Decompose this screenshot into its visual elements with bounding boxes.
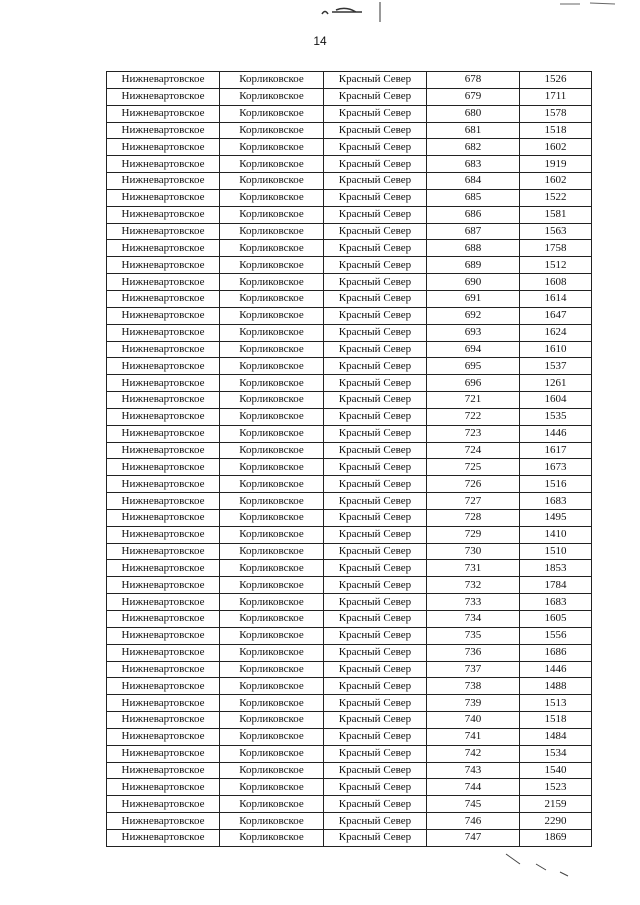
area-cell: Красный Север: [324, 257, 427, 274]
area-cell: Красный Север: [324, 341, 427, 358]
number-cell: 729: [427, 526, 520, 543]
deposit-cell: Нижневартовское: [107, 122, 220, 139]
number-cell: 690: [427, 274, 520, 291]
field-cell: Корликовское: [220, 392, 324, 409]
field-cell: Корликовское: [220, 829, 324, 846]
deposit-cell: Нижневартовское: [107, 543, 220, 560]
deposit-cell: Нижневартовское: [107, 560, 220, 577]
number-cell: 728: [427, 509, 520, 526]
field-cell: Корликовское: [220, 695, 324, 712]
deposit-cell: Нижневартовское: [107, 678, 220, 695]
field-cell: Корликовское: [220, 290, 324, 307]
scan-artifact-top: [318, 2, 388, 27]
value-cell: 1261: [520, 375, 592, 392]
area-cell: Красный Север: [324, 627, 427, 644]
deposit-cell: Нижневартовское: [107, 88, 220, 105]
table-row: [107, 678, 592, 695]
field-cell: Корликовское: [220, 105, 324, 122]
area-cell: Красный Север: [324, 745, 427, 762]
value-cell: 1535: [520, 408, 592, 425]
field-cell: Корликовское: [220, 577, 324, 594]
deposit-cell: Нижневартовское: [107, 594, 220, 611]
area-cell: Красный Север: [324, 139, 427, 156]
value-cell: 1540: [520, 762, 592, 779]
table-row: [107, 425, 592, 442]
deposit-cell: Нижневартовское: [107, 425, 220, 442]
table-row: [107, 223, 592, 240]
deposit-cell: Нижневартовское: [107, 324, 220, 341]
table-row: [107, 594, 592, 611]
value-cell: 1602: [520, 139, 592, 156]
deposit-cell: Нижневартовское: [107, 105, 220, 122]
deposit-cell: Нижневартовское: [107, 274, 220, 291]
area-cell: Красный Север: [324, 779, 427, 796]
page-number: 14: [313, 34, 327, 48]
number-cell: 727: [427, 493, 520, 510]
value-cell: 1556: [520, 627, 592, 644]
area-cell: Красный Север: [324, 509, 427, 526]
value-cell: 1523: [520, 779, 592, 796]
number-cell: 682: [427, 139, 520, 156]
field-cell: Корликовское: [220, 493, 324, 510]
table-row: [107, 762, 592, 779]
deposit-cell: Нижневартовское: [107, 728, 220, 745]
area-cell: Красный Север: [324, 425, 427, 442]
field-cell: Корликовское: [220, 240, 324, 257]
table-row: [107, 543, 592, 560]
number-cell: 680: [427, 105, 520, 122]
area-cell: Красный Север: [324, 611, 427, 628]
number-cell: 738: [427, 678, 520, 695]
value-cell: 1758: [520, 240, 592, 257]
value-cell: 1518: [520, 712, 592, 729]
area-cell: Красный Север: [324, 594, 427, 611]
field-cell: Корликовское: [220, 173, 324, 190]
number-cell: 721: [427, 392, 520, 409]
value-cell: 2290: [520, 813, 592, 830]
table-row: [107, 829, 592, 846]
value-cell: 1624: [520, 324, 592, 341]
deposit-cell: Нижневартовское: [107, 661, 220, 678]
field-cell: Корликовское: [220, 425, 324, 442]
table-row: [107, 189, 592, 206]
number-cell: 737: [427, 661, 520, 678]
area-cell: Красный Север: [324, 762, 427, 779]
field-cell: Корликовское: [220, 139, 324, 156]
number-cell: 735: [427, 627, 520, 644]
scan-artifact-right: [560, 0, 620, 13]
area-cell: Красный Север: [324, 695, 427, 712]
field-cell: Корликовское: [220, 274, 324, 291]
area-cell: Красный Север: [324, 122, 427, 139]
area-cell: Красный Север: [324, 358, 427, 375]
field-cell: Корликовское: [220, 459, 324, 476]
value-cell: 1686: [520, 644, 592, 661]
area-cell: Красный Север: [324, 459, 427, 476]
field-cell: Корликовское: [220, 509, 324, 526]
area-cell: Красный Север: [324, 307, 427, 324]
area-cell: Красный Север: [324, 678, 427, 695]
table-row: [107, 796, 592, 813]
table-row: [107, 644, 592, 661]
field-cell: Корликовское: [220, 678, 324, 695]
value-cell: 1488: [520, 678, 592, 695]
deposit-cell: Нижневартовское: [107, 206, 220, 223]
table-row: [107, 307, 592, 324]
value-cell: 1673: [520, 459, 592, 476]
field-cell: Корликовское: [220, 560, 324, 577]
number-cell: 739: [427, 695, 520, 712]
number-cell: 725: [427, 459, 520, 476]
deposit-cell: Нижневартовское: [107, 476, 220, 493]
number-cell: 687: [427, 223, 520, 240]
field-cell: Корликовское: [220, 813, 324, 830]
number-cell: 691: [427, 290, 520, 307]
number-cell: 736: [427, 644, 520, 661]
deposit-cell: Нижневартовское: [107, 577, 220, 594]
value-cell: 1518: [520, 122, 592, 139]
scan-smudge-icon: [500, 850, 580, 880]
number-cell: 678: [427, 72, 520, 89]
deposit-cell: Нижневартовское: [107, 762, 220, 779]
value-cell: 1614: [520, 290, 592, 307]
area-cell: Красный Север: [324, 493, 427, 510]
deposit-cell: Нижневартовское: [107, 813, 220, 830]
table-row: [107, 156, 592, 173]
scan-artifact-bottom: [500, 850, 580, 883]
table-row: [107, 442, 592, 459]
value-cell: 1537: [520, 358, 592, 375]
value-cell: 1683: [520, 493, 592, 510]
value-cell: 1602: [520, 173, 592, 190]
area-cell: Красный Север: [324, 796, 427, 813]
field-cell: Корликовское: [220, 189, 324, 206]
number-cell: 745: [427, 796, 520, 813]
area-cell: Красный Север: [324, 206, 427, 223]
area-cell: Красный Север: [324, 189, 427, 206]
value-cell: 1683: [520, 594, 592, 611]
field-cell: Корликовское: [220, 358, 324, 375]
value-cell: 1578: [520, 105, 592, 122]
deposit-cell: Нижневартовское: [107, 240, 220, 257]
area-cell: Красный Север: [324, 375, 427, 392]
number-cell: 733: [427, 594, 520, 611]
number-cell: 689: [427, 257, 520, 274]
deposit-cell: Нижневартовское: [107, 139, 220, 156]
table-row: [107, 290, 592, 307]
table-row: [107, 611, 592, 628]
number-cell: 740: [427, 712, 520, 729]
area-cell: Красный Север: [324, 324, 427, 341]
value-cell: 1484: [520, 728, 592, 745]
table-row: [107, 324, 592, 341]
field-cell: Корликовское: [220, 661, 324, 678]
scan-speck-icon: [560, 0, 620, 10]
value-cell: 1522: [520, 189, 592, 206]
table-row: [107, 745, 592, 762]
number-cell: 734: [427, 611, 520, 628]
table-row: [107, 341, 592, 358]
value-cell: 2159: [520, 796, 592, 813]
deposit-cell: Нижневартовское: [107, 509, 220, 526]
deposit-cell: Нижневартовское: [107, 173, 220, 190]
area-cell: Красный Север: [324, 644, 427, 661]
number-cell: 688: [427, 240, 520, 257]
table-row: [107, 122, 592, 139]
table-row: [107, 560, 592, 577]
field-cell: Корликовское: [220, 206, 324, 223]
field-cell: Корликовское: [220, 476, 324, 493]
field-cell: Корликовское: [220, 442, 324, 459]
deposit-cell: Нижневартовское: [107, 307, 220, 324]
field-cell: Корликовское: [220, 156, 324, 173]
field-cell: Корликовское: [220, 594, 324, 611]
table-row: [107, 526, 592, 543]
field-cell: Корликовское: [220, 341, 324, 358]
value-cell: 1610: [520, 341, 592, 358]
deposit-cell: Нижневартовское: [107, 695, 220, 712]
value-cell: 1513: [520, 695, 592, 712]
deposit-cell: Нижневартовское: [107, 442, 220, 459]
deposit-cell: Нижневартовское: [107, 392, 220, 409]
number-cell: 724: [427, 442, 520, 459]
field-cell: Корликовское: [220, 728, 324, 745]
area-cell: Красный Север: [324, 88, 427, 105]
value-cell: 1604: [520, 392, 592, 409]
field-cell: Корликовское: [220, 779, 324, 796]
value-cell: 1784: [520, 577, 592, 594]
field-cell: Корликовское: [220, 324, 324, 341]
deposit-cell: Нижневартовское: [107, 644, 220, 661]
table-row: [107, 509, 592, 526]
deposit-cell: Нижневартовское: [107, 796, 220, 813]
table-row: [107, 257, 592, 274]
area-cell: Красный Север: [324, 105, 427, 122]
number-cell: 683: [427, 156, 520, 173]
deposit-cell: Нижневартовское: [107, 611, 220, 628]
number-cell: 685: [427, 189, 520, 206]
deposit-cell: Нижневартовское: [107, 493, 220, 510]
area-cell: Красный Север: [324, 408, 427, 425]
table-row: [107, 779, 592, 796]
number-cell: 741: [427, 728, 520, 745]
table-row: [107, 408, 592, 425]
value-cell: 1605: [520, 611, 592, 628]
field-cell: Корликовское: [220, 375, 324, 392]
table-row: [107, 206, 592, 223]
table-row: [107, 240, 592, 257]
field-cell: Корликовское: [220, 627, 324, 644]
number-cell: 730: [427, 543, 520, 560]
deposit-cell: Нижневартовское: [107, 779, 220, 796]
deposit-cell: Нижневартовское: [107, 257, 220, 274]
area-cell: Красный Север: [324, 577, 427, 594]
value-cell: 1516: [520, 476, 592, 493]
number-cell: 681: [427, 122, 520, 139]
value-cell: 1512: [520, 257, 592, 274]
number-cell: 686: [427, 206, 520, 223]
field-cell: Корликовское: [220, 543, 324, 560]
deposit-cell: Нижневартовское: [107, 375, 220, 392]
area-cell: Красный Север: [324, 240, 427, 257]
deposit-cell: Нижневартовское: [107, 223, 220, 240]
area-cell: Красный Север: [324, 543, 427, 560]
number-cell: 696: [427, 375, 520, 392]
table-body: [107, 72, 592, 847]
area-cell: Красный Север: [324, 712, 427, 729]
number-cell: 743: [427, 762, 520, 779]
value-cell: 1563: [520, 223, 592, 240]
area-cell: Красный Север: [324, 560, 427, 577]
value-cell: 1510: [520, 543, 592, 560]
table-row: [107, 577, 592, 594]
number-cell: 746: [427, 813, 520, 830]
area-cell: Красный Север: [324, 476, 427, 493]
data-table: [106, 71, 592, 847]
field-cell: Корликовское: [220, 745, 324, 762]
deposit-cell: Нижневартовское: [107, 712, 220, 729]
value-cell: 1526: [520, 72, 592, 89]
area-cell: Красный Север: [324, 392, 427, 409]
deposit-cell: Нижневартовское: [107, 745, 220, 762]
table-row: [107, 459, 592, 476]
field-cell: Корликовское: [220, 611, 324, 628]
area-cell: Красный Север: [324, 728, 427, 745]
area-cell: Красный Север: [324, 223, 427, 240]
area-cell: Красный Север: [324, 661, 427, 678]
number-cell: 747: [427, 829, 520, 846]
table-row: [107, 627, 592, 644]
table-row: [107, 712, 592, 729]
table-row: [107, 173, 592, 190]
number-cell: 692: [427, 307, 520, 324]
area-cell: Красный Север: [324, 290, 427, 307]
number-cell: 744: [427, 779, 520, 796]
value-cell: 1919: [520, 156, 592, 173]
value-cell: 1446: [520, 661, 592, 678]
field-cell: Корликовское: [220, 526, 324, 543]
area-cell: Красный Север: [324, 442, 427, 459]
deposit-cell: Нижневартовское: [107, 290, 220, 307]
field-cell: Корликовское: [220, 762, 324, 779]
table-row: [107, 375, 592, 392]
deposit-cell: Нижневартовское: [107, 829, 220, 846]
field-cell: Корликовское: [220, 88, 324, 105]
number-cell: 679: [427, 88, 520, 105]
number-cell: 731: [427, 560, 520, 577]
value-cell: 1410: [520, 526, 592, 543]
value-cell: 1617: [520, 442, 592, 459]
deposit-cell: Нижневартовское: [107, 189, 220, 206]
table-row: [107, 695, 592, 712]
field-cell: Корликовское: [220, 712, 324, 729]
number-cell: 684: [427, 173, 520, 190]
table-row: [107, 88, 592, 105]
value-cell: 1534: [520, 745, 592, 762]
scan-smudge-icon: [318, 2, 388, 24]
field-cell: Корликовское: [220, 408, 324, 425]
field-cell: Корликовское: [220, 307, 324, 324]
field-cell: Корликовское: [220, 796, 324, 813]
number-cell: 742: [427, 745, 520, 762]
field-cell: Корликовское: [220, 223, 324, 240]
value-cell: 1581: [520, 206, 592, 223]
table-row: [107, 476, 592, 493]
deposit-cell: Нижневартовское: [107, 72, 220, 89]
area-cell: Красный Север: [324, 173, 427, 190]
table-row: [107, 139, 592, 156]
field-cell: Корликовское: [220, 257, 324, 274]
area-cell: Красный Север: [324, 813, 427, 830]
table-row: [107, 392, 592, 409]
value-cell: 1711: [520, 88, 592, 105]
deposit-cell: Нижневартовское: [107, 408, 220, 425]
deposit-cell: Нижневартовское: [107, 156, 220, 173]
number-cell: 732: [427, 577, 520, 594]
field-cell: Корликовское: [220, 122, 324, 139]
value-cell: 1446: [520, 425, 592, 442]
area-cell: Красный Север: [324, 829, 427, 846]
table-row: [107, 72, 592, 89]
table-row: [107, 661, 592, 678]
deposit-cell: Нижневартовское: [107, 341, 220, 358]
number-cell: 693: [427, 324, 520, 341]
field-cell: Корликовское: [220, 644, 324, 661]
deposit-cell: Нижневартовское: [107, 459, 220, 476]
table-row: [107, 728, 592, 745]
area-cell: Красный Север: [324, 156, 427, 173]
number-cell: 723: [427, 425, 520, 442]
area-cell: Красный Север: [324, 274, 427, 291]
value-cell: 1853: [520, 560, 592, 577]
table-row: [107, 105, 592, 122]
deposit-cell: Нижневартовское: [107, 627, 220, 644]
table-row: [107, 274, 592, 291]
value-cell: 1869: [520, 829, 592, 846]
area-cell: Красный Север: [324, 72, 427, 89]
deposit-cell: Нижневартовское: [107, 526, 220, 543]
table-row: [107, 813, 592, 830]
deposit-cell: Нижневартовское: [107, 358, 220, 375]
number-cell: 694: [427, 341, 520, 358]
value-cell: 1608: [520, 274, 592, 291]
table-row: [107, 358, 592, 375]
value-cell: 1647: [520, 307, 592, 324]
number-cell: 695: [427, 358, 520, 375]
value-cell: 1495: [520, 509, 592, 526]
table-row: [107, 493, 592, 510]
field-cell: Корликовское: [220, 72, 324, 89]
number-cell: 722: [427, 408, 520, 425]
number-cell: 726: [427, 476, 520, 493]
area-cell: Красный Север: [324, 526, 427, 543]
